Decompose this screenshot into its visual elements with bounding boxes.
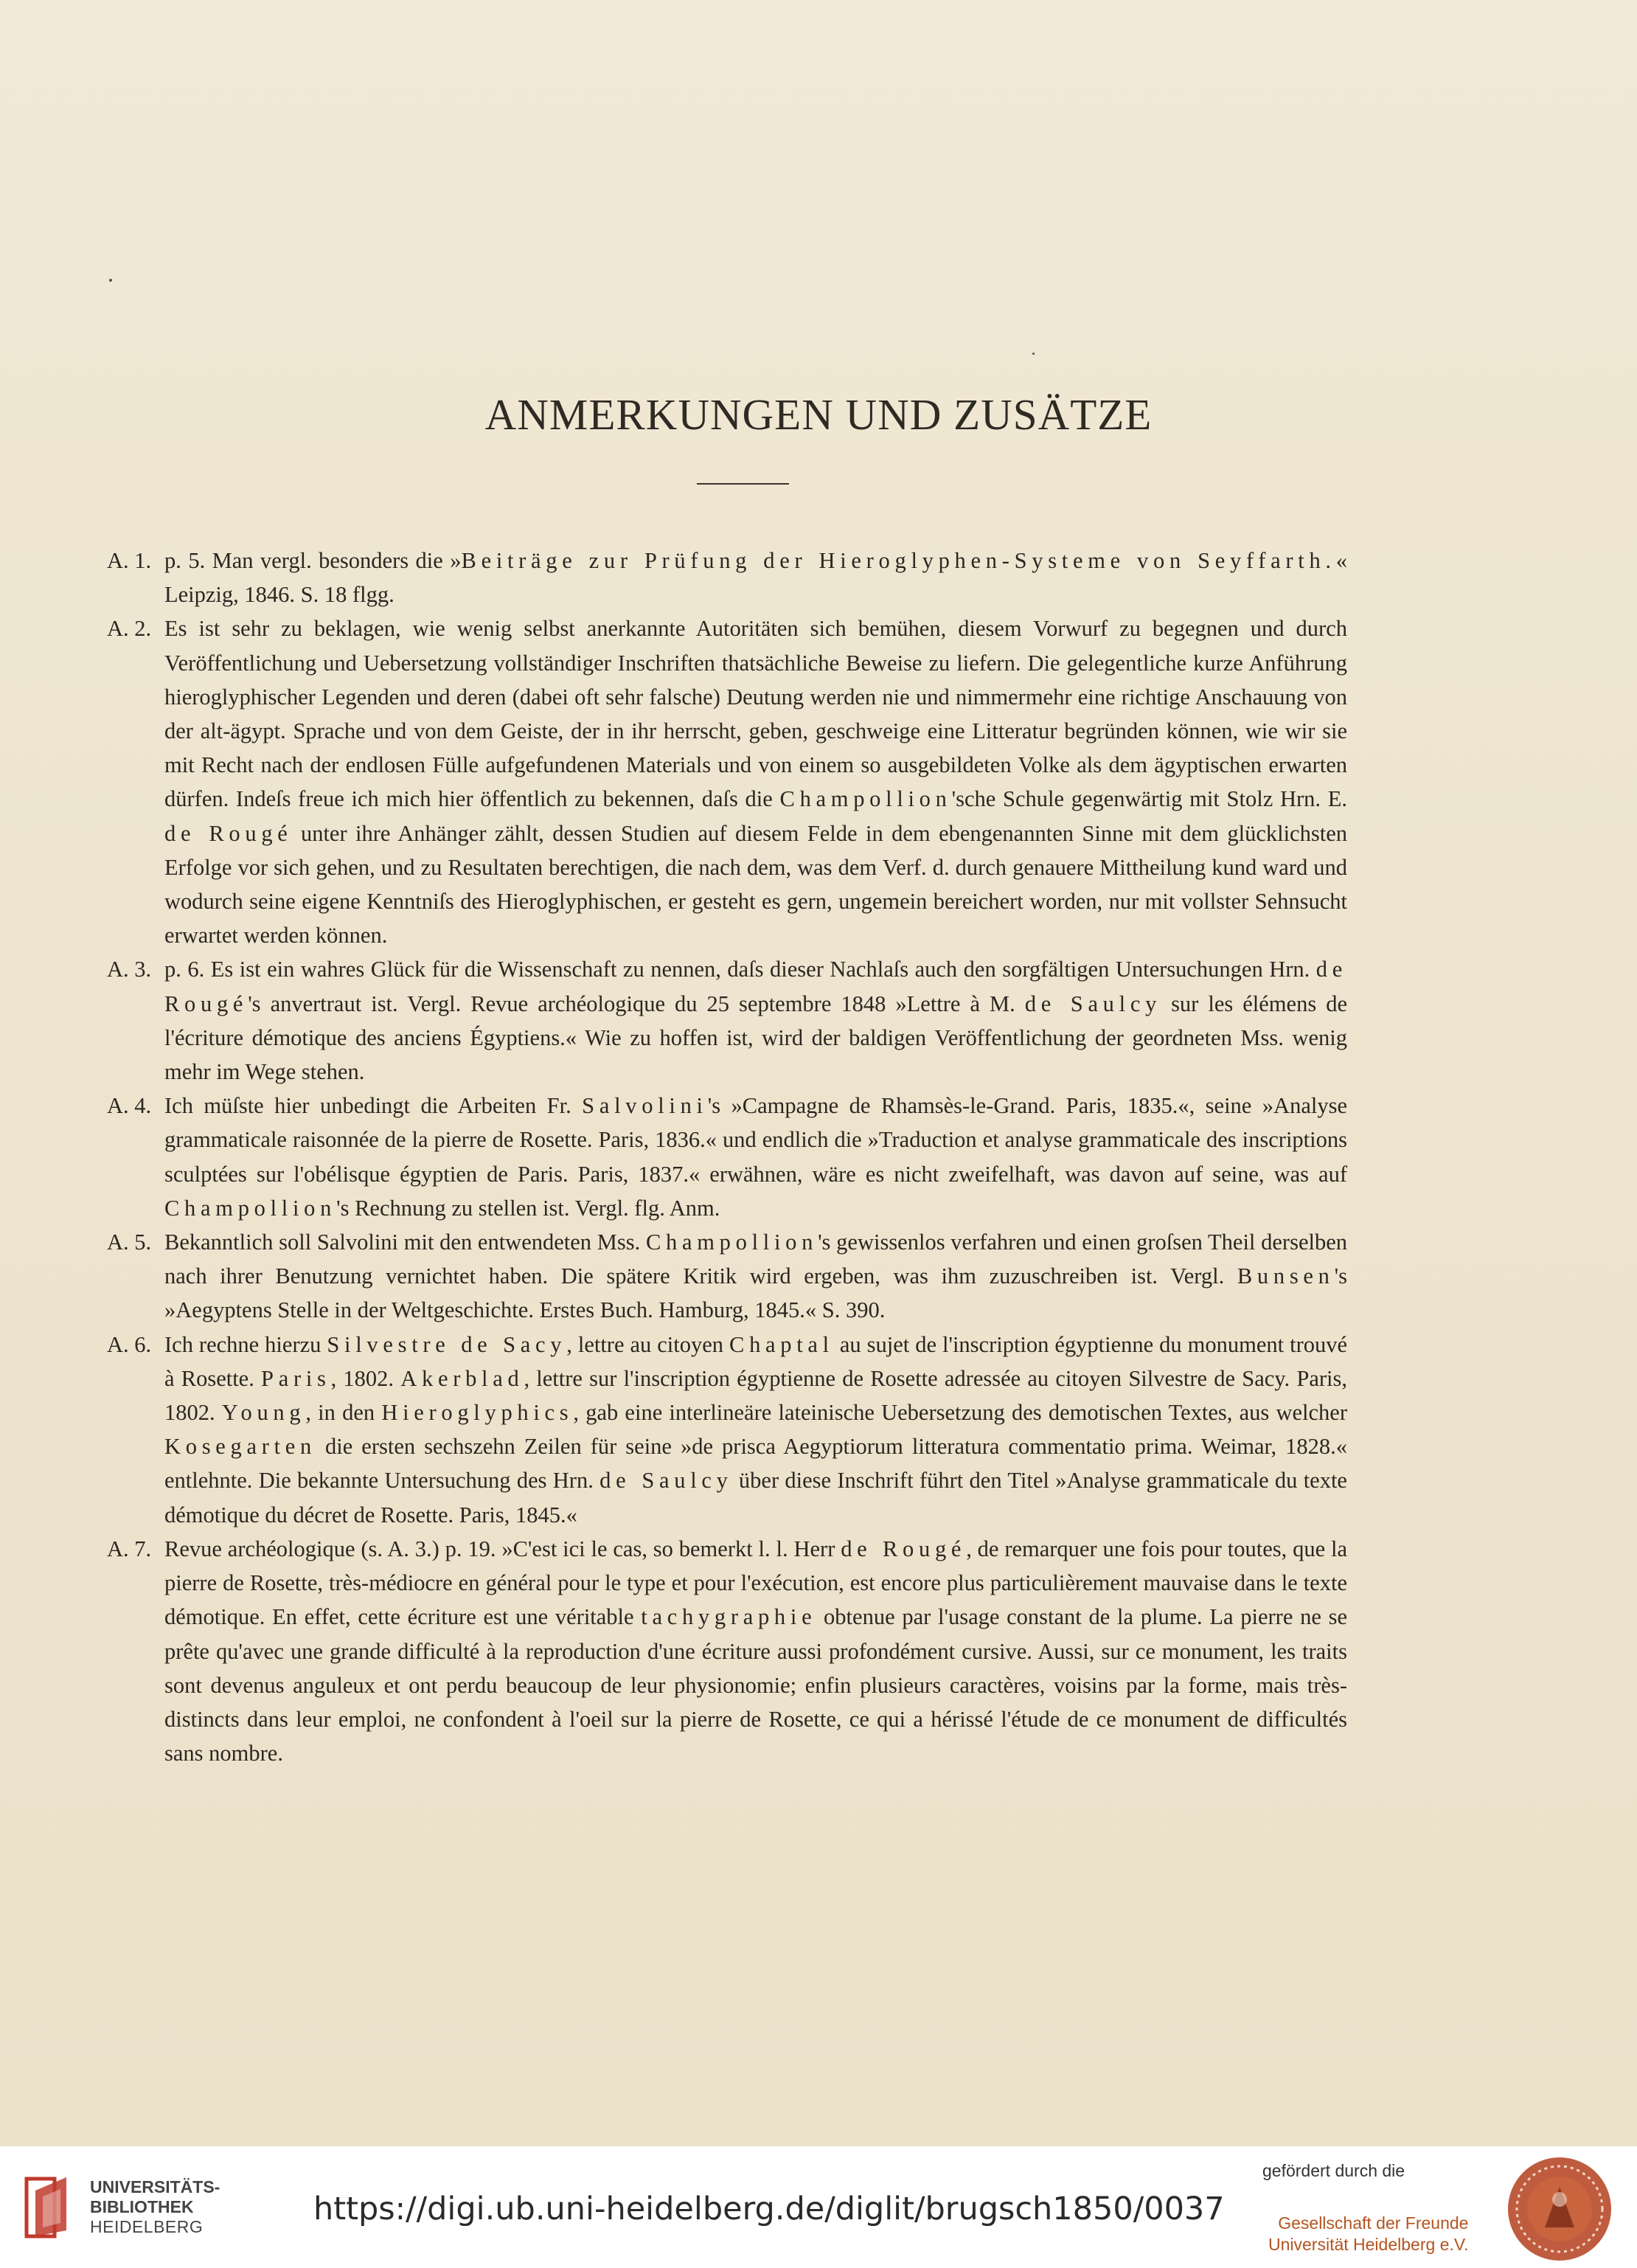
- annotation-text: [164, 1089, 1347, 1225]
- annotation-text: [164, 1328, 1347, 1532]
- annotation-text: [164, 1532, 1347, 1770]
- annotation-entry: [107, 1089, 1347, 1225]
- text-segment: sur les élémens de l'écriture démotique des anciens Égyptiens.« Wie zu hoffen ist, wird der baldigen Veröffentlichung der geordneten Mss. wenig mehr im Wege stehen.: [164, 991, 1348, 1085]
- text-segment: obtenue par l'usage constant de la plume. La pierre ne se prête qu'avec une grande difficulté à la reproduction d'une écriture aussi profondément cursive. Aussi, sur ce monument, les traits sont devenus anguleux et ont perdu beaucoup de leur physionomie; enfin plusieurs caractères, voisins par la forme, mais très-distincts dans leur emploi, ne confondent à l'oeil sur la pierre de Rosette, ce qui a hérissé l'étude de ce monument de difficultés sans nombre.: [164, 1604, 1347, 1766]
- annotation-entry: [107, 544, 1347, 611]
- library-name-line: UNIVERSITÄTS-: [90, 2177, 220, 2196]
- text-segment: unter ihre Anhänger zählt, dessen Studien auf diesem Felde in dem ebengenannten Sinne mit dem glücklichsten Erfolge vor sich gehen, und zu Resultaten berechtigen, die nach dem, was dem Verf. d. durch genauere Mittheilung kund ward und wodurch seine eigene Kenntniſs des Hieroglyphischen, er gesteht es gern, ungemein bereichert worden, nur mit vollster Sehnsucht erwartet werden können.: [164, 820, 1347, 949]
- text-segment: au sujet de l'inscription égyptienne du monument trouvé à Rosette.: [164, 1331, 1348, 1391]
- annotation-entry: [107, 611, 1347, 952]
- spaced-name: de Rougé: [164, 820, 293, 846]
- society-name-line: Gesellschaft der Freunde: [1278, 2213, 1469, 2233]
- specks: [109, 279, 112, 282]
- text-segment: Ich müſste hier unbedingt die Arbeiten Fr.: [164, 1093, 583, 1119]
- text-segment: Revue archéologique (s. A. 3.) p. 19. »C'est ici le cas, so bemerkt l. l. Herr: [164, 1536, 841, 1561]
- text-segment: p. 6. Es ist ein wahres Glück für die Wissenschaft zu nennen, daſs dieser Nachlaſs auch den sorgfältigen Untersuchungen Hrn.: [164, 957, 1316, 982]
- spaced-name: tachygraphie: [641, 1604, 817, 1630]
- text-segment: , in den: [305, 1400, 382, 1426]
- spaced-name: Champollion: [645, 1230, 818, 1255]
- notes-list: [107, 544, 1347, 1770]
- spaced-name: Hieroglyphics: [381, 1400, 574, 1426]
- text-segment: 'sche Schule gegenwärtig mit Stolz Hrn. E.: [951, 786, 1347, 812]
- footer-bar: [0, 2146, 1637, 2268]
- text-segment: « Leipzig, 1846. S. 18 flgg.: [164, 548, 1347, 608]
- annotation-entry: [107, 1328, 1347, 1532]
- spaced-name: Paris: [261, 1365, 331, 1391]
- annotation-text: [164, 544, 1347, 611]
- society-name-line: Universität Heidelberg e.V.: [1268, 2235, 1469, 2254]
- annotation-label: A. 2.: [107, 616, 152, 642]
- text-segment: 's anvertraut ist. Vergl. Revue archéologique du 25 septembre 1848 »Lettre à M.: [248, 991, 1025, 1016]
- text-segment: , de remarquer une fois pour toutes, que la pierre de Rosette, très-médiocre en général pour le type et pour l'exécution, est encore plus particulièrement mauvaise dans le texte démotique. En effet, cette écriture est une véritable: [164, 1536, 1347, 1630]
- spaced-name: Chaptal: [729, 1331, 834, 1357]
- text-segment: , 1802.: [330, 1365, 401, 1391]
- spaced-name: Silvestre de Sacy: [327, 1331, 567, 1357]
- text-segment: Ich rechne hierzu: [164, 1331, 327, 1357]
- annotation-text: [164, 611, 1347, 952]
- funded-by-label: gefördert durch die: [1262, 2161, 1405, 2180]
- library-name-line: BIBLIOTHEK: [90, 2197, 194, 2216]
- spaced-name: de Saulcy: [599, 1468, 733, 1494]
- title-rule: [697, 483, 789, 485]
- spaced-name: Kosegarten: [164, 1434, 316, 1460]
- text-segment: die ersten sechszehn Zeilen für seine »de prisca Aegyptiorum litteratura commentatio prima. Weimar, 1828.« entlehnte. Die bekannte Untersuchung des Hrn.: [164, 1434, 1347, 1494]
- spaced-name: Bunsen: [1237, 1263, 1335, 1289]
- university-library-logo-icon: [22, 2171, 75, 2242]
- text-segment: über diese Inschrift führt den Titel »Analyse grammaticale du texte démotique du décret de Rosette. Paris, 1845.«: [164, 1468, 1347, 1527]
- library-name-line: HEIDELBERG: [90, 2217, 204, 2236]
- text-segment: 's Rechnung zu stellen ist. Vergl. flg. Anm.: [336, 1195, 720, 1221]
- spaced-name: Akerblad: [400, 1365, 524, 1391]
- text-segment: Bekanntlich soll Salvolini mit den entwendeten Mss.: [164, 1230, 646, 1255]
- text-segment: p. 5. Man vergl. besonders die »: [164, 548, 462, 573]
- annotation-label: A. 5.: [107, 1230, 152, 1255]
- permalink-url[interactable]: https://digi.ub.uni-heidelberg.de/diglit/brugsch1850/0037: [313, 2191, 1225, 2227]
- text-segment: 's »Aegyptens Stelle in der Weltgeschichte. Erstes Buch. Hamburg, 1845.« S. 390.: [164, 1263, 1347, 1323]
- annotation-label: A. 6.: [107, 1331, 152, 1357]
- annotation-label: A. 4.: [107, 1093, 152, 1119]
- annotation-entry: [107, 952, 1347, 1089]
- annotation-entry: [107, 1225, 1347, 1328]
- spaced-name: Beiträge zur Prüfung der Hieroglyphen-Systeme von Seyffarth.: [461, 548, 1336, 573]
- library-name: [90, 2177, 220, 2237]
- spaced-name: Young: [221, 1400, 306, 1426]
- spaced-name: de Saulcy: [1024, 991, 1162, 1016]
- spaced-name: de Rougé: [841, 1536, 967, 1561]
- spaced-name: de Rougé: [164, 957, 1347, 1016]
- text-segment: Es ist sehr zu beklagen, wie wenig selbst anerkannte Autoritäten sich bemühen, diesem Vorwurf zu begegnen und durch Veröffentlichung und Uebersetzung vollständiger Inschriften thatsächliche Beweise zu liefern. Die gelegentliche kurze Anführung hieroglyphischer Legenden und deren (dabei oft sehr falsche) Deutung werden nie und nimmermehr eine richtige Anschauung von der alt-ägypt. Sprache und von dem Geiste, der in ihr herrscht, geben, geschweige eine Litteratur begründen können, wie wir sie mit Recht nach der endlosen Fülle aufgefundenen Materials und von einem so ausgebildeten Volke als dem ägyptischen erwarten dürfen. Indeſs freue ich mich hier öffentlich zu bekennen, daſs die: [164, 616, 1347, 812]
- text-segment: , lettre sur l'inscription égyptienne de Rosette adressée au citoyen Silvestre de Sacy. Paris, 1802.: [164, 1365, 1348, 1426]
- spaced-name: Salvolini: [582, 1093, 708, 1119]
- annotation-label: A. 3.: [107, 957, 152, 982]
- text-segment: 's »Campagne de Rhamsès-le-Grand. Paris, 1835.«, seine »Analyse grammaticale raisonnée de la pierre de Rosette. Paris, 1836.« und endlich die »Traduction et analyse grammaticale des inscriptions sculptées sur l'obélisque égyptien de Paris. Paris, 1837.« erwähnen, wäre es nicht zweifelhaft, was davon auf seine, was auf: [164, 1093, 1347, 1187]
- annotation-label: A. 1.: [107, 548, 152, 573]
- annotation-text: [164, 1225, 1347, 1328]
- text-segment: , gab eine interlineäre lateinische Uebersetzung des demotischen Textes, aus welcher: [573, 1400, 1347, 1426]
- text-segment: , lettre au citoyen: [566, 1331, 730, 1357]
- annotation-text: [164, 952, 1347, 1089]
- university-seal-icon: [1504, 2154, 1615, 2264]
- bleed-through-text: [1136, 243, 1593, 391]
- annotation-entry: [107, 1532, 1347, 1770]
- text-segment: 's gewissenlos verfahren und einen groſsen Theil derselben nach ihrer Benutzung vernichtet haben. Die spätere Kritik wird ergeben, was ihm zuzuschreiben ist. Vergl.: [164, 1230, 1347, 1289]
- page-title: ANMERKUNGEN UND ZUSÄTZE: [484, 390, 1153, 439]
- specks: [1032, 353, 1035, 355]
- society-name: [1268, 2213, 1468, 2255]
- spaced-name: Champollion: [164, 1195, 337, 1221]
- spaced-name: Champollion: [779, 786, 952, 812]
- annotation-label: A. 7.: [107, 1536, 152, 1561]
